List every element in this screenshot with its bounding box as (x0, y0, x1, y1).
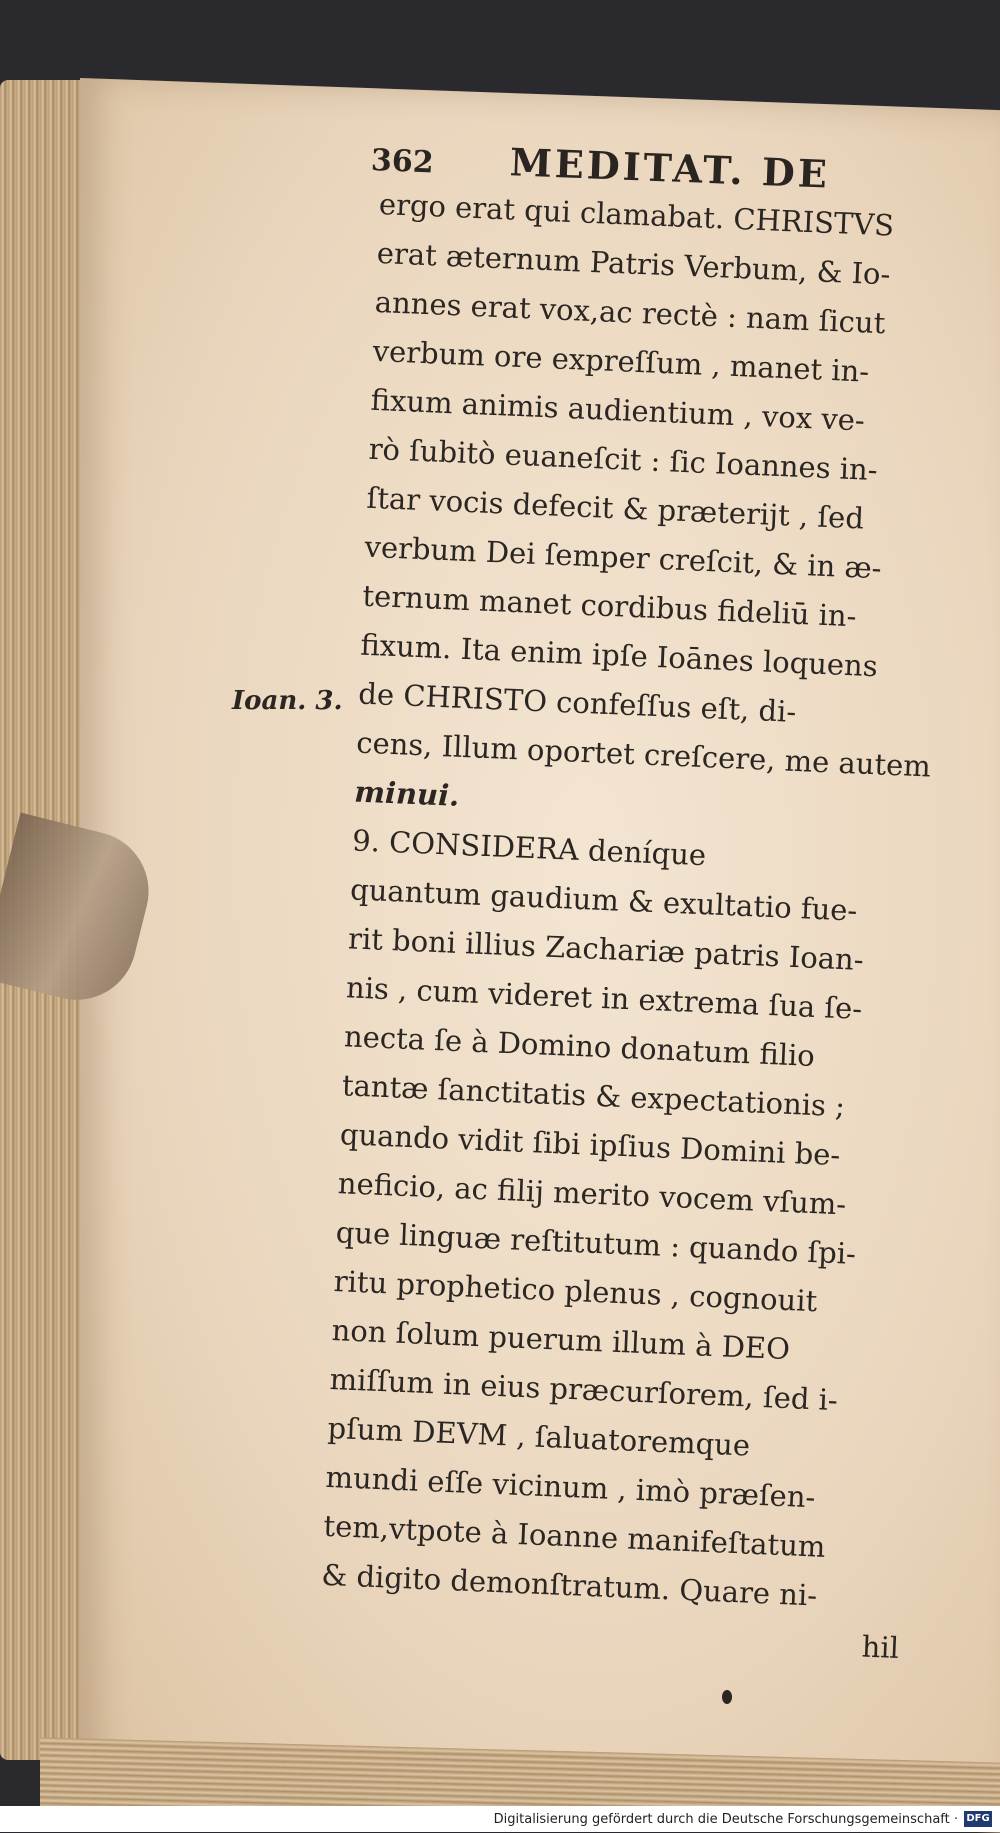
text-line: non ſolum puerum illum à DEO (331, 1313, 791, 1367)
running-title: MEDITAT. DE (509, 139, 831, 197)
page-number: 362 (370, 142, 435, 181)
text-line: erat æternum Patris Verbum, & Io- (376, 235, 892, 292)
text-line: pſum DEVM , ſaluatoremque (326, 1410, 751, 1463)
text-block (318, 180, 959, 1673)
margin-note: Ioan. 3. (232, 686, 343, 716)
text-line: necta ſe à Domino donatum filio (343, 1019, 816, 1073)
text-line: neficio, ac filij merito vocem vſum- (337, 1166, 847, 1222)
text-line: rò ſubitò euaneſcit : ſic Ioannes in- (368, 431, 879, 488)
ink-spot (722, 1690, 732, 1704)
text-line: ergo erat qui clamabat. CHRISTVS (378, 186, 895, 243)
text-line: rit boni illius Zachariæ patris Ioan- (347, 921, 865, 977)
text-line: fixum. Ita enim ipſe Ioānes loquens (359, 627, 879, 684)
text-line: tem,vtpote à Ioanne manifeſtatum (322, 1508, 827, 1564)
dfg-logo: DFG (964, 1811, 992, 1827)
text-line: ternum manet cordibus fideliū in- (361, 578, 858, 634)
text-line: & digito demonſtratum. Quare ni- (320, 1557, 818, 1613)
text-line: que linguæ reſtitutum : quando ſpi- (335, 1215, 857, 1271)
text-line: minui. (353, 774, 460, 813)
text-line: hil (861, 1629, 900, 1666)
text-line: nis , cum videret in extrema ſua ſe- (345, 970, 863, 1026)
text-line: quantum gaudium & exultatio fue- (349, 872, 858, 928)
text-line: verbum Dei ſemper creſcit, & in æ- (363, 529, 883, 586)
text-line: annes erat vox,ac rectè : nam ſicut (374, 284, 886, 341)
text-line: 9. CONSIDERA deníque (351, 823, 707, 873)
footer-credit: Digitalisierung gefördert durch die Deutsche Forschungsgemeinschaft · (493, 1812, 958, 1827)
text-line: ſtar vocis defecit & præterijt , ſed (365, 480, 865, 536)
text-line: mundi eſſe vicinum , imò præſen- (324, 1459, 817, 1515)
text-line: de CHRISTO confeſſus eſt, di- (357, 676, 797, 729)
text-line: fixum animis audientium , vox ve- (370, 382, 866, 438)
text-line: miſſum in eius præcurſorem, ſed i- (329, 1361, 839, 1418)
text-line: ritu prophetico plenus , cognouit (333, 1264, 818, 1319)
text-line: verbum ore expreſſum , manet in- (372, 333, 870, 389)
text-line: cens, Illum oportet creſcere, me autem (355, 725, 932, 784)
text-line: quando vidit ſibi ipſius Domini be- (339, 1117, 841, 1173)
text-line: tantæ ſanctitatis & expectationis ; (341, 1068, 846, 1124)
